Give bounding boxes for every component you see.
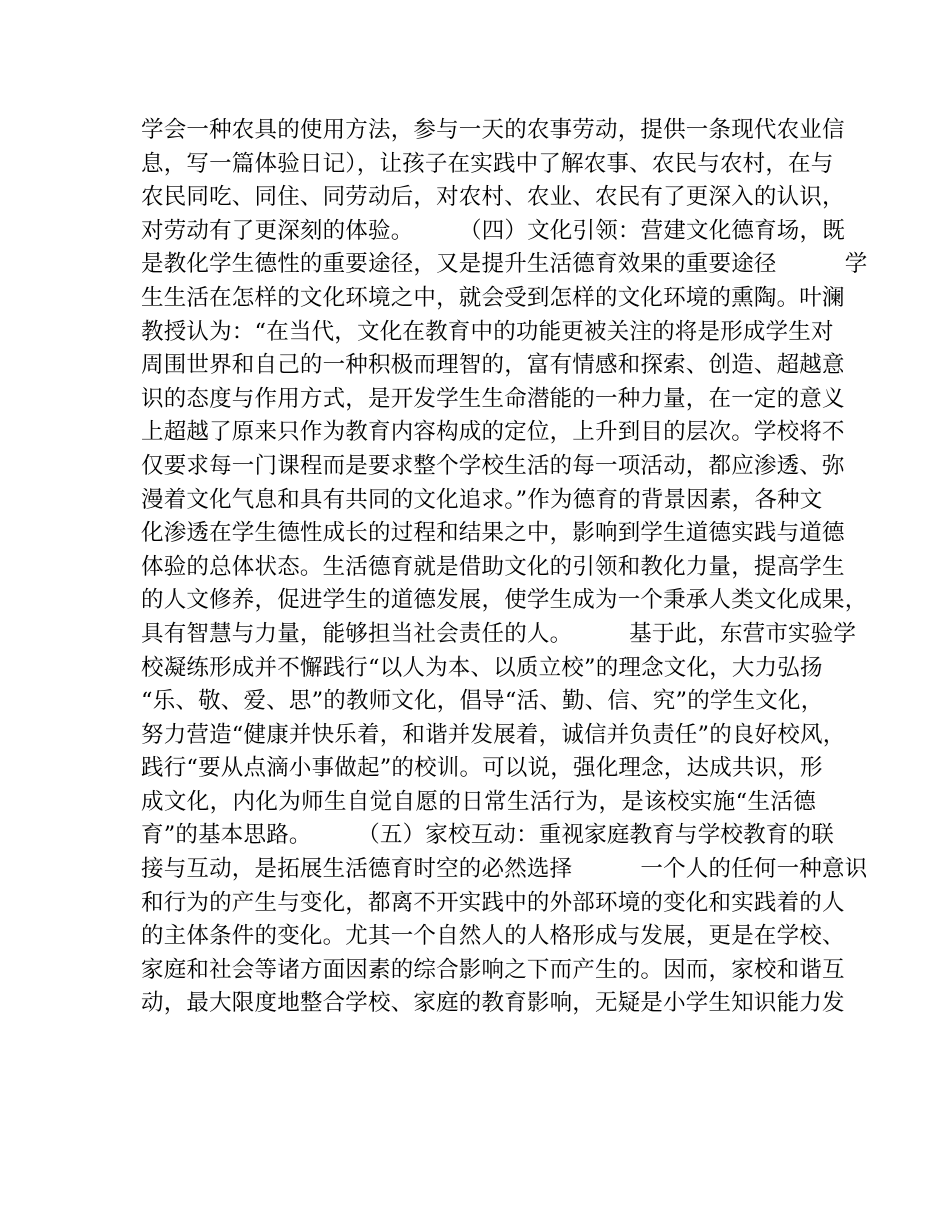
text-line: 息，写一篇体验日记），让孩子在实践中了解农事、农民与农村，在与: [141, 150, 834, 177]
text-line: 上超越了原来只作为教育内容构成的定位，上升到目的层次。学校将不: [141, 419, 845, 446]
text-line: 的主体条件的变化。尤其一个自然人的人格形成与发展，更是在学校、: [141, 923, 845, 950]
text-line: 周围世界和自己的一种积极而理智的，富有情感和探索、创造、超越意: [141, 352, 845, 379]
text-line: 农民同吃、同住、同劳动后，对农村、农业、农民有了更深入的认识，: [141, 184, 845, 211]
text-line: 是教化学生德性的重要途径，又是提升生活德育效果的重要途径 学: [141, 251, 868, 278]
text-line: 体验的总体状态。生活德育就是借助文化的引领和教化力量，提高学生: [141, 553, 845, 580]
text-line: “乐、敬、爱、思”的教师文化，倡导“活、勤、信、究”的学生文化，: [141, 688, 824, 715]
text-line: 和行为的产生与变化，都离不开实践中的外部环境的变化和实践着的人: [141, 889, 845, 916]
text-line: 学会一种农具的使用方法，参与一天的农事劳动，提供一条现代农业信: [141, 117, 845, 143]
text-line: 具有智慧与力量，能够担当社会责任的人。 基于此，东营市实验学: [141, 620, 857, 647]
text-line: 的人文修养，促进学生的道德发展，使学生成为一个秉承人类文化成果，: [141, 587, 868, 614]
text-line: 努力营造“健康并快乐着，和谐并发展着，诚信并负责任”的良好校风，: [141, 721, 846, 748]
text-line: 动，最大限度地整合学校、家庭的教育影响，无疑是小学生知识能力发: [141, 990, 845, 1017]
text-line: 成文化，内化为师生自觉自愿的日常生活行为，是该校实施“生活德: [141, 788, 816, 815]
text-line: 教授认为：“在当代，文化在教育中的功能更被关注的将是形成学生对: [141, 318, 834, 345]
text-line: 家庭和社会等诸方面因素的综合影响之下而产生的。因而，家校和谐互: [141, 956, 845, 983]
text-line: 生生活在怎样的文化环境之中，就会受到怎样的文化环境的熏陶。叶澜: [141, 284, 845, 311]
text-line: 践行“要从点滴小事做起”的校训。可以说，强化理念，达成共识，形: [141, 755, 823, 782]
text-line: 育”的基本思路。 （五）家校互动：重视家庭教育与学校教育的联: [141, 822, 834, 849]
text-line: 漫着文化气息和具有共同的文化追求。”作为德育的背景因素，各种文: [141, 486, 823, 513]
body-text: [141, 114, 868, 1021]
text-line: 化渗透在学生德性成长的过程和结果之中，影响到学生道德实践与道德: [141, 520, 845, 547]
text-line: 接与互动，是拓展生活德育时空的必然选择 一个人的任何一种意识: [141, 856, 868, 883]
text-line: 对劳动有了更深刻的体验。 （四）文化引领：营建文化德育场，既: [141, 217, 845, 244]
text-line: 识的态度与作用方式，是开发学生生命潜能的一种力量，在一定的意义: [141, 385, 845, 412]
text-line: 仅要求每一门课程而是要求整个学校生活的每一项活动，都应渗透、弥: [141, 452, 845, 479]
text-line: 校凝练形成并不懈践行“以人为本、以质立校”的理念文化，大力弘扬: [141, 654, 823, 681]
